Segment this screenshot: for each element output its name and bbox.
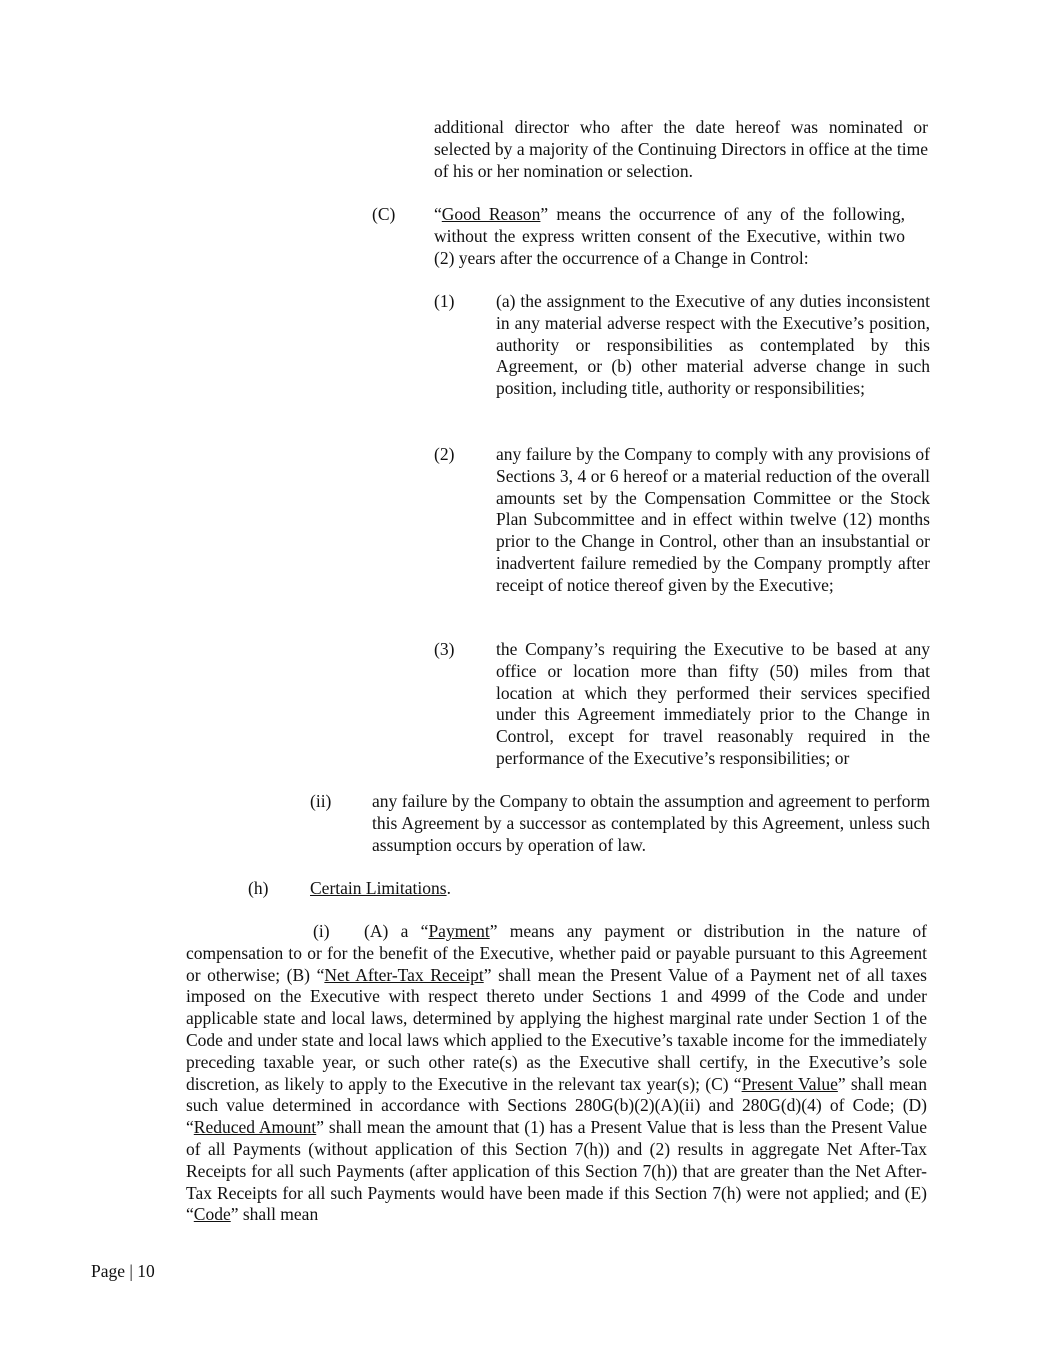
term-code: Code	[193, 1204, 231, 1225]
paragraph-i-label: (i)	[313, 921, 330, 941]
term-net-after-tax-receipt: Net After-Tax Receipt	[324, 964, 484, 985]
section-h-title: Certain Limitations.	[310, 878, 451, 898]
good-reason-item-1: (a) the assignment to the Executive of any duties inconsistent in any material adverse respect with the Executive’s position, authority or responsibilities as contemplated by this Agreement, or (b) other material adverse change in such position, including title, authority or responsibilities;	[496, 291, 930, 399]
continued-paragraph: additional director who after the date hereof was nominated or selected by a majority of the Continuing Directors in office at the time of his or her nomination or selection.	[434, 117, 928, 181]
good-reason-item-3: the Company’s requiring the Executive to be based at any office or location more than fifty (50) miles from that location at which they performed their services specified under this Agreement immediately prior to the Change in Control, except for travel reasonably required in the performance of the Executive’s responsibilities; or	[496, 639, 930, 768]
good-reason-definition: “Good Reason” means the occurrence of any of the following, without the express written consent of the Executive, within two (2) years after the occurrence of a Change in Control:	[434, 204, 906, 268]
section-h-label: (h)	[248, 878, 269, 898]
good-reason-item-3-label: (3)	[434, 639, 455, 659]
good-reason-item-2-label: (2)	[434, 444, 455, 464]
good-reason-item-1-label: (1)	[434, 291, 455, 311]
good-reason-item-2: any failure by the Company to comply with any provisions of Sections 3, 4 or 6 hereof or a material reduction of the overall amounts set by the Compensation Committee or the Stock Plan Subcommittee and in effect within twelve (12) months prior to the Change in Control, other than an insubstantial or inadvertent failure remedied by the Company promptly after receipt of notice thereof given by the Executive;	[496, 444, 930, 595]
term-present-value: Present Value	[741, 1073, 838, 1094]
clause-ii-text: any failure by the Company to obtain the assumption and agreement to perform this Agreement by a successor as contemplated by this Agreement, unless such assumption occurs by operation of law.	[372, 791, 930, 855]
clause-ii-label: (ii)	[310, 791, 332, 811]
good-reason-term: Good Reason	[441, 204, 541, 224]
term-reduced-amount: Reduced Amount	[193, 1117, 317, 1138]
good-reason-label: (C)	[372, 204, 396, 224]
limitations-paragraph-i: (i) (A) a “Payment” means any payment or distribution in the nature of compensation to or for the benefit of the Executive, whether paid or payable pursuant to this Agreement or otherwise; (B) “Net After-Tax Receipt” shall mean the Present Value of a Payment net of all taxes imposed on the Executive with respect thereto under Sections 1 and 4999 of the Code and under applicable state and local laws, determined by applying the highest marginal rate under Section 1 of the Code and under state and local laws which applied to the Executive’s taxable income for the immediately preceding taxable year, or such other rate(s) as the Executive shall certify, in the Executive’s sole discretion, as likely to apply to the Executive in the relevant tax year(s); (C) “Present Value” shall mean such value determined in accordance with Sections 280G(b)(2)(A)(ii) and 280G(d)(4) of Code; (D) “Reduced Amount” shall mean the amount that (1) has a Present Value that is less than the Present Value of all Payments (without application of this Section 7(h)) and (2) results in aggregate Net After-Tax Receipts for all such Payments (after application of this Section 7(h)) that are greater than the Net After-Tax Receipts for all such Payments would have been made if this Section 7(h) were not applied; and (E) “Code” shall mean	[186, 921, 927, 1225]
term-payment: Payment	[428, 921, 490, 941]
page-number: Page | 10	[91, 1261, 155, 1281]
